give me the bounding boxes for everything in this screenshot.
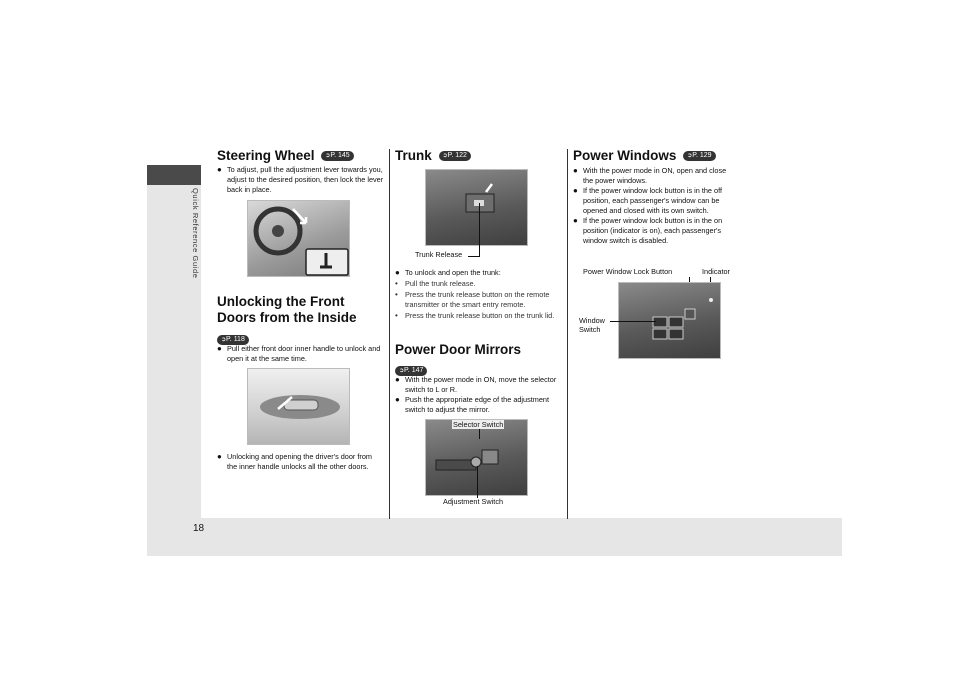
unlocking-title bbox=[217, 294, 357, 326]
bullet-icon: ● bbox=[395, 375, 400, 384]
arrow-icon: ➲ bbox=[687, 153, 693, 160]
indicator-callout: Indicator bbox=[702, 267, 730, 276]
steering-bullets bbox=[217, 165, 387, 195]
window-switch-callout-1: Window bbox=[579, 316, 605, 325]
arrow-icon: ➲ bbox=[399, 367, 405, 374]
trunk-ref-text: P. 122 bbox=[447, 152, 467, 160]
trunk-bullets bbox=[395, 268, 565, 278]
bullet-text: Push the appropriate edge of the adjustment switch to adjust the mirror. bbox=[405, 395, 550, 414]
trunk-sub-bullets bbox=[395, 279, 565, 321]
windows-ref-text: P. 129 bbox=[692, 152, 712, 160]
steering-title-text: Steering Wheel bbox=[217, 148, 315, 163]
bullet-text: Pull either front door inner handle to unlock and open it at the same time. bbox=[227, 344, 381, 363]
list-item bbox=[217, 344, 382, 364]
sidebar-label: Quick Reference Guide bbox=[191, 188, 200, 279]
trunk-release-photo bbox=[425, 169, 528, 246]
footer-bar bbox=[147, 518, 842, 556]
arrow-icon: ➲ bbox=[221, 336, 227, 343]
dot-icon: • bbox=[395, 311, 398, 320]
list-item bbox=[217, 452, 382, 472]
windows-bullets bbox=[573, 166, 738, 246]
lock-button-callout: Power Window Lock Button bbox=[583, 267, 673, 276]
list-item bbox=[217, 165, 387, 195]
list-item bbox=[573, 216, 738, 246]
mirrors-bullets bbox=[395, 375, 560, 415]
steering-ref-link[interactable] bbox=[321, 151, 353, 161]
page-number: 18 bbox=[193, 523, 205, 534]
arrow-icon: ➲ bbox=[442, 153, 448, 160]
list-item bbox=[395, 268, 565, 278]
windows-ref-link[interactable] bbox=[683, 151, 715, 161]
dot-icon: • bbox=[395, 279, 398, 288]
bullet-icon: ● bbox=[395, 268, 400, 277]
unlocking-title-line2: Doors from the Inside bbox=[217, 310, 357, 325]
bullet-text: Unlocking and opening the driver's door from the inner handle unlocks all the other doors. bbox=[227, 452, 372, 471]
window-switch-callout-2: Switch bbox=[579, 325, 601, 334]
list-item bbox=[573, 166, 738, 186]
unlocking-bullets-2 bbox=[217, 452, 382, 472]
bullet-text: Press the trunk release button on the trunk lid. bbox=[405, 311, 555, 320]
callout-line bbox=[610, 321, 656, 322]
column-divider bbox=[567, 149, 568, 519]
trunk-release-illustration bbox=[426, 170, 528, 246]
bullet-text: With the power mode in ON, open and close the power windows. bbox=[583, 166, 727, 185]
trunk-release-callout: Trunk Release bbox=[415, 250, 463, 259]
side-tab-marker bbox=[147, 165, 201, 185]
steering-wheel-photo bbox=[247, 200, 350, 277]
list-item bbox=[395, 290, 565, 310]
unlocking-title-line1: Unlocking the Front bbox=[217, 294, 345, 309]
bullet-icon: ● bbox=[217, 165, 222, 174]
trunk-title-text: Trunk bbox=[395, 148, 432, 163]
steering-title bbox=[217, 148, 354, 164]
bullet-icon: ● bbox=[573, 166, 578, 175]
dot-icon: • bbox=[395, 290, 398, 299]
steering-wheel-illustration bbox=[248, 201, 350, 277]
list-item bbox=[395, 279, 565, 289]
bullet-icon: ● bbox=[217, 344, 222, 353]
adjustment-switch-callout: Adjustment Switch bbox=[443, 497, 504, 506]
bullet-icon: ● bbox=[395, 395, 400, 404]
door-handle-illustration bbox=[248, 369, 350, 445]
callout-line bbox=[479, 203, 480, 257]
steering-ref-text: P. 145 bbox=[330, 152, 350, 160]
windows-title-text: Power Windows bbox=[573, 148, 677, 163]
callout-line bbox=[477, 466, 478, 498]
callout-line bbox=[468, 256, 480, 257]
bullet-text: Pull the trunk release. bbox=[405, 279, 476, 288]
column-divider bbox=[389, 149, 390, 519]
selector-switch-callout: Selector Switch bbox=[453, 420, 504, 429]
callout-line bbox=[479, 429, 480, 439]
bullet-text: With the power mode in ON, move the selector switch to L or R. bbox=[405, 375, 557, 394]
door-handle-photo bbox=[247, 368, 350, 445]
unlocking-bullets bbox=[217, 344, 382, 364]
mirrors-title: Power Door Mirrors bbox=[395, 342, 522, 357]
list-item bbox=[573, 186, 738, 216]
bullet-text: If the power window lock button is in the on position (indicator is on), each passenger's window switch is disabled. bbox=[583, 216, 723, 245]
bullet-text: If the power window lock button is in the off position, each passenger's window can be opened and closed with its own switch. bbox=[583, 186, 722, 215]
list-item bbox=[395, 311, 565, 321]
windows-title bbox=[573, 148, 716, 164]
bullet-text: To adjust, pull the adjustment lever towards you, adjust to the desired position, then lock the lever back in place. bbox=[227, 165, 384, 194]
arrow-icon: ➲ bbox=[325, 153, 331, 160]
bullet-icon: ● bbox=[573, 216, 578, 225]
trunk-title bbox=[395, 148, 471, 164]
list-item bbox=[395, 395, 560, 415]
bullet-text: Press the trunk release button on the remote transmitter or the smart entry remote. bbox=[405, 290, 550, 309]
unlocking-ref-text: P. 118 bbox=[226, 335, 245, 343]
mirrors-ref-text: P. 147 bbox=[404, 366, 424, 374]
list-item bbox=[395, 375, 560, 395]
bullet-text: To unlock and open the trunk: bbox=[405, 268, 501, 277]
trunk-ref-link[interactable] bbox=[439, 151, 471, 161]
bullet-icon: ● bbox=[573, 186, 578, 195]
bullet-icon: ● bbox=[217, 452, 222, 461]
